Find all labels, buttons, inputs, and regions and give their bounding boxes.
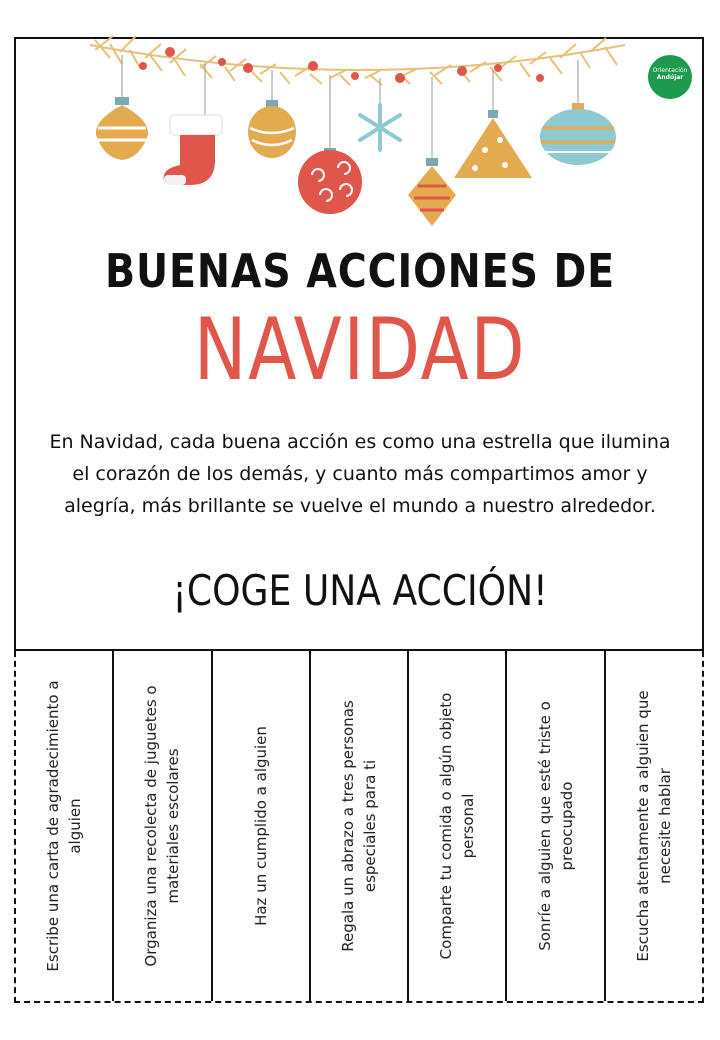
title-line1: BUENAS ACCIONES DE [104, 244, 616, 298]
title-line2: NAVIDAD [193, 300, 527, 400]
action-text: Haz un cumplido a alguien [251, 726, 270, 926]
action-strip[interactable] [16, 651, 114, 1001]
call-to-action: ¡COGE UNA ACCIÓN! [172, 566, 548, 615]
action-text: Regala un abrazo a tres personas especiales para ti [338, 700, 379, 952]
ornament-icon [248, 100, 296, 158]
snowflake-icon [360, 105, 400, 150]
action-text: Escribe una carta de agradecimiento a alguien [44, 680, 85, 972]
swirl-ball-icon [298, 148, 362, 214]
action-strip[interactable] [114, 651, 212, 1001]
action-text: Organiza una recolecta de juguetes o materiales escolares [142, 685, 183, 967]
logo-line2: Andújar [656, 74, 684, 81]
garland-icon [0, 0, 720, 240]
action-strip[interactable] [606, 651, 702, 1001]
stocking-icon [164, 115, 222, 185]
action-text: Comparte tu comida o algún objeto personal [437, 692, 478, 960]
action-text: Sonríe a alguien que esté triste o preocupado [535, 701, 576, 951]
tear-off-strips [14, 651, 704, 1003]
action-text: Escucha atentamente a alguien que necesite hablar [633, 690, 674, 962]
intro-paragraph: En Navidad, cada buena acción es como una estrella que ilumina el corazón de los demás, y cuanto más compartimos amor y alegría, más brillante se vuelve el mundo a nuestro alrededor. [49, 431, 671, 517]
action-strip[interactable] [311, 651, 409, 1001]
action-strip[interactable] [213, 651, 311, 1001]
oval-ornament-icon [540, 103, 616, 165]
diamond-ornament-icon [408, 158, 456, 226]
action-strip[interactable] [409, 651, 507, 1001]
logo-badge [648, 55, 692, 99]
striped-ornament-icon [96, 97, 148, 160]
action-strip[interactable] [507, 651, 605, 1001]
logo-line1: Orientación [652, 67, 688, 74]
tree-ornament-icon [454, 110, 532, 178]
